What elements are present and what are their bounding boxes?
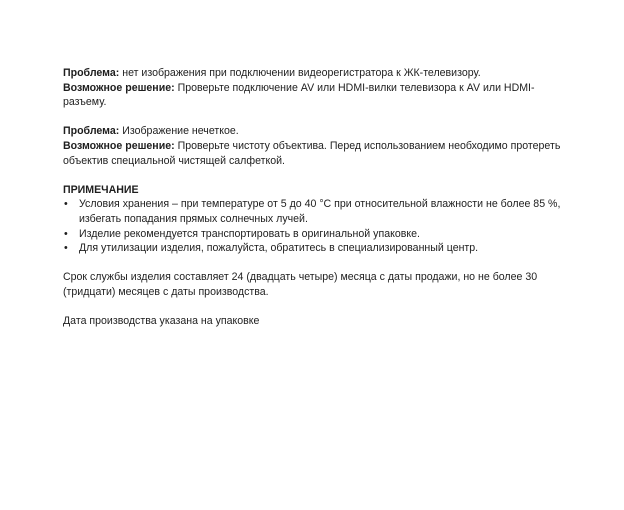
problem-line <box>63 124 573 139</box>
note-section <box>63 183 573 256</box>
problem-label: Проблема: <box>63 67 120 79</box>
troubleshooting-item-1 <box>63 66 573 110</box>
production-date-text: Дата производства указана на упаковке <box>63 315 260 328</box>
note-item: • Для утилизации изделия, пожалуйста, обратитесь в специализированный центр. <box>63 241 573 256</box>
note-item: • Изделие рекомендуется транспортировать в оригинальной упаковке. <box>63 227 573 242</box>
service-life-text: Срок службы изделия составляет 24 (двадцать четыре) месяца с даты продажи, но не более 30 (тридцати) месяцев с даты производства. <box>63 271 538 298</box>
solution-line <box>63 139 573 168</box>
solution-label: Возможное решение: <box>63 139 175 152</box>
note-list <box>63 197 573 255</box>
service-life-block <box>63 270 573 299</box>
solution-line <box>63 81 573 110</box>
manual-page <box>63 66 573 343</box>
problem-text: нет изображения при подключении видеорегистратора к ЖК-телевизору. <box>119 67 481 79</box>
note-heading: ПРИМЕЧАНИЕ <box>63 183 139 196</box>
production-date-block <box>63 314 573 329</box>
solution-text: Проверьте подключение AV или HDMI-вилки телевизора к AV или HDMI-разъему. <box>63 81 535 109</box>
solution-label: Возможное решение: <box>63 81 175 94</box>
problem-label: Проблема: <box>63 125 120 138</box>
solution-text: Проверьте чистоту объектива. Перед использованием необходимо протереть объектив специальной чистящей салфеткой. <box>63 139 561 167</box>
problem-line <box>63 66 573 81</box>
troubleshooting-item-2 <box>63 124 573 168</box>
problem-text: Изображение нечеткое. <box>119 125 239 138</box>
note-item: • Условия хранения – при температуре от 5 до 40 °C при относительной влажности не более 85 %, избегать попадания прямых солнечных лучей. <box>63 197 573 226</box>
